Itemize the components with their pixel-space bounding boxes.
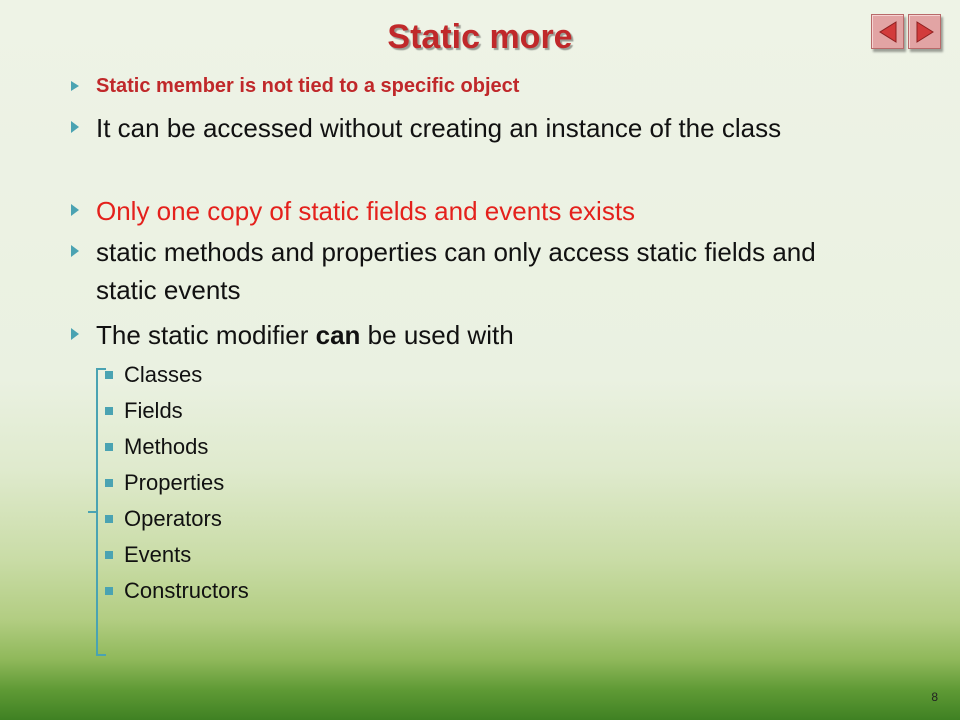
next-slide-button[interactable] — [908, 14, 941, 49]
square-bullet-icon — [105, 515, 113, 523]
slide-navigation — [871, 14, 941, 49]
bullet-arrow-icon — [70, 327, 80, 341]
bullet-item — [96, 233, 860, 309]
bullet-text: Static member is not tied to a specific object — [96, 75, 520, 97]
bullet-text: Only one copy of static fields and events exists — [96, 196, 636, 226]
square-bullet-icon — [105, 443, 113, 451]
bullet-text: static methods and properties can only access static fields and static events — [96, 237, 816, 305]
previous-slide-button[interactable] — [871, 14, 904, 49]
triangle-left-icon — [877, 20, 899, 44]
bullet-item — [96, 192, 860, 230]
square-bullet-icon — [105, 371, 113, 379]
sub-item-methods: Methods — [124, 433, 208, 461]
bullet-text: It can be accessed without creating an instance of the class — [96, 113, 782, 143]
slide-title: Static more — [387, 18, 573, 56]
square-bullet-icon — [105, 407, 113, 415]
bracket-tick — [88, 511, 96, 513]
sub-item-events: Events — [124, 541, 191, 569]
bullet-item — [96, 109, 860, 147]
sub-item-operators: Operators — [124, 505, 222, 533]
emphasis-text: can — [315, 320, 361, 350]
square-bullet-icon — [105, 479, 113, 487]
triangle-right-icon — [914, 20, 936, 44]
bullet-item — [96, 316, 860, 354]
bullet-arrow-icon — [70, 203, 80, 217]
bullet-arrow-icon — [70, 120, 80, 134]
sub-item-classes: Classes — [124, 361, 202, 389]
sub-item-fields: Fields — [124, 397, 183, 425]
sub-item-properties: Properties — [124, 469, 224, 497]
square-bullet-icon — [105, 551, 113, 559]
bullet-text: The static modifier can be used with — [96, 320, 514, 350]
sub-item-constructors: Constructors — [124, 577, 249, 605]
bullet-item — [96, 73, 860, 99]
square-bullet-icon — [105, 587, 113, 595]
bullet-arrow-icon — [70, 80, 80, 92]
bullet-arrow-icon — [70, 244, 80, 258]
page-number: 8 — [931, 690, 938, 704]
